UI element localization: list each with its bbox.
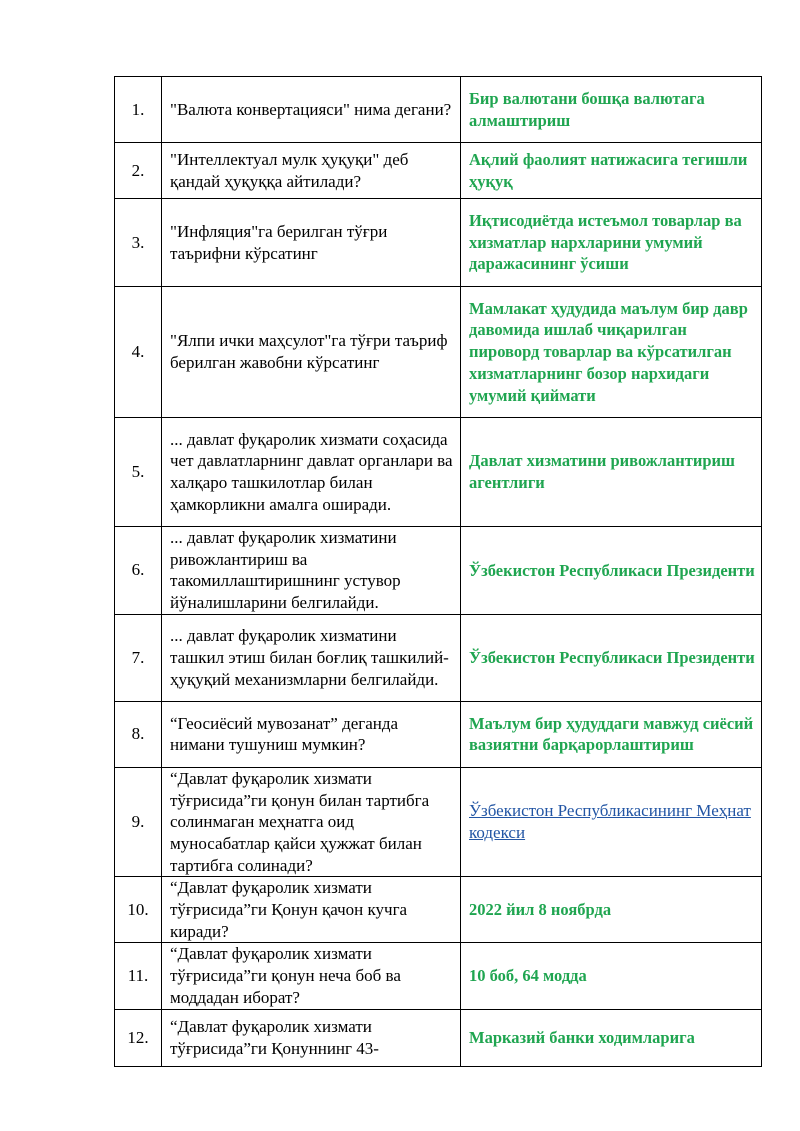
table-row <box>115 1009 762 1066</box>
answer-cell: 2022 йил 8 ноябрда <box>461 877 762 943</box>
answer-cell: 10 боб, 64 модда <box>461 943 762 1009</box>
question-cell: “Давлат фуқаролик хизмати тўғрисида”ги Қонун қачон кучга киради? <box>162 877 461 943</box>
question-cell: ... давлат фуқаролик хизматини ривожлантириш ва такомиллаштиришнинг устувор йўналишларини белгилайди. <box>162 527 461 615</box>
answer-cell: Марказий банки ходимларига <box>461 1009 762 1066</box>
table-row <box>115 527 762 615</box>
table-row <box>115 877 762 943</box>
answer-link[interactable]: Ўзбекистон Республикасининг Меҳнат кодекси <box>461 767 762 877</box>
answer-cell: Давлат хизматини ривожлантириш агентлиги <box>461 418 762 527</box>
row-number: 3. <box>115 199 162 287</box>
row-number: 2. <box>115 143 162 199</box>
question-cell: “Давлат фуқаролик хизмати тўғрисида”ги қонун неча боб ва моддадан иборат? <box>162 943 461 1009</box>
question-cell: "Ялпи ички маҳсулот"га тўғри таъриф берилган жавобни кўрсатинг <box>162 287 461 418</box>
question-cell: "Валюта конвертацияси" нима дегани? <box>162 77 461 143</box>
question-cell: ... давлат фуқаролик хизмати соҳасида чет давлатларнинг давлат органлари ва халқаро ташкилотлар билан ҳамкорликни амалга оширади. <box>162 418 461 527</box>
table-row <box>115 614 762 701</box>
answer-cell: Ўзбекистон Республикаси Президенти <box>461 614 762 701</box>
row-number: 9. <box>115 767 162 877</box>
table-row <box>115 77 762 143</box>
row-number: 8. <box>115 701 162 767</box>
answer-cell: Иқтисодиётда истеъмол товарлар ва хизматлар нархларини умумий даражасининг ўсиши <box>461 199 762 287</box>
answer-cell: Ақлий фаолият натижасига тегишли ҳуқуқ <box>461 143 762 199</box>
table-row <box>115 767 762 877</box>
row-number: 1. <box>115 77 162 143</box>
answer-cell: Бир валютани бошқа валютага алмаштириш <box>461 77 762 143</box>
table-row <box>115 943 762 1009</box>
table-row <box>115 701 762 767</box>
row-number: 4. <box>115 287 162 418</box>
question-cell: "Интеллектуал мулк ҳуқуқи" деб қандай ҳуқуққа айтилади? <box>162 143 461 199</box>
row-number: 12. <box>115 1009 162 1066</box>
question-cell: ... давлат фуқаролик хизматини ташкил этиш билан боғлиқ ташкилий-ҳуқуқий механизмларни белгилайди. <box>162 614 461 701</box>
row-number: 6. <box>115 527 162 615</box>
qa-table <box>114 76 762 1067</box>
row-number: 11. <box>115 943 162 1009</box>
table-row <box>115 143 762 199</box>
table-row <box>115 199 762 287</box>
row-number: 10. <box>115 877 162 943</box>
table-row <box>115 287 762 418</box>
answer-cell: Маълум бир ҳудуддаги мавжуд сиёсий вазиятни барқарорлаштириш <box>461 701 762 767</box>
row-number: 5. <box>115 418 162 527</box>
question-cell: “Давлат фуқаролик хизмати тўғрисида”ги қонун билан тартибга солинмаган меҳнатга оид муносабатлар қайси ҳужжат билан тартибга солинади? <box>162 767 461 877</box>
question-cell: “Давлат фуқаролик хизмати тўғрисида”ги Қонуннинг 43- <box>162 1009 461 1066</box>
question-cell: “Геосиёсий мувозанат” деганда нимани тушуниш мумкин? <box>162 701 461 767</box>
answer-cell: Ўзбекистон Республикаси Президенти <box>461 527 762 615</box>
question-cell: "Инфляция"га берилган тўғри таърифни кўрсатинг <box>162 199 461 287</box>
table-row <box>115 418 762 527</box>
answer-cell: Мамлакат ҳудудида маълум бир давр давомида ишлаб чиқарилган пироворд товарлар ва кўрсатилган хизматларнинг бозор нархидаги умумий қиймати <box>461 287 762 418</box>
row-number: 7. <box>115 614 162 701</box>
